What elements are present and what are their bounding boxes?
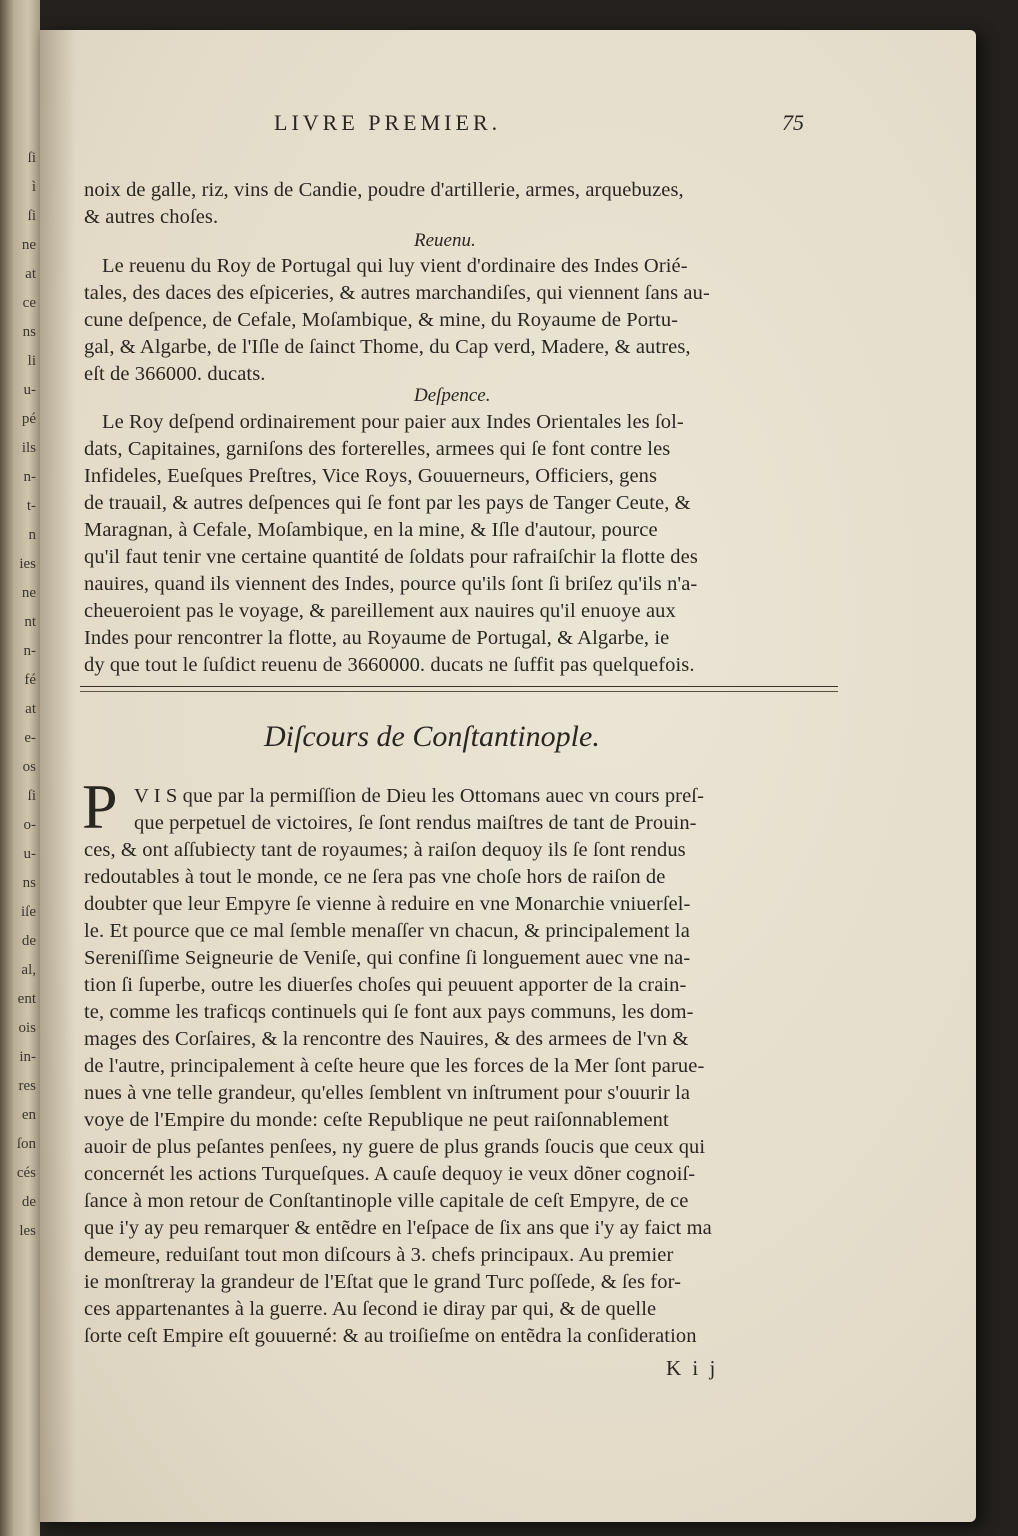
- adjacent-page-fragment: pé: [21, 411, 36, 427]
- text-line: mages des Corſaires, & la rencontre des Nauires, & des armees de l'vn &: [84, 1028, 689, 1050]
- page-header: [84, 110, 836, 140]
- text-line: eſt de 366000. ducats.: [84, 363, 266, 385]
- adjacent-page-fragment: ils: [21, 440, 36, 456]
- text-line: noix de galle, riz, vins de Candie, poudre d'artillerie, armes, arquebuzes,: [84, 179, 684, 201]
- adjacent-page-fragment: cés: [16, 1165, 36, 1181]
- adjacent-page-fragment: nt: [24, 614, 36, 630]
- adjacent-page-fragment: u-: [23, 846, 36, 862]
- adjacent-page-fragment: in-: [19, 1049, 36, 1065]
- adjacent-page-fragment: t-: [26, 498, 36, 514]
- text-line: cune deſpence, de Cefale, Moſambique, & mine, du Royaume de Portu-: [84, 309, 679, 331]
- adjacent-page-fragment: iſe: [21, 904, 36, 920]
- adjacent-page-fragment: n-: [23, 643, 36, 659]
- text-line: tion ſi ſuperbe, outre les diuerſes choſes qui peuuent apporter de la crain-: [84, 974, 687, 996]
- text-line: que i'y ay peu remarquer & entẽdre en l'eſpace de ſix ans que i'y ay faict ma: [84, 1217, 712, 1239]
- text-line: auoir de plus peſantes penſees, ny guere de plus grands ſoucis que ceux qui: [84, 1136, 706, 1158]
- text-line: de trauail, & autres deſpences qui ſe font par les pays de Tanger Ceute, &: [84, 492, 691, 514]
- adjacent-page-fragment: at: [25, 266, 36, 282]
- text-line: V I S que par la permiſſion de Dieu les Ottomans auec vn cours preſ-: [134, 785, 705, 807]
- section-divider: [80, 686, 838, 687]
- text-line: qu'il faut tenir vne certaine quantité de ſoldats pour rafraiſchir la flotte des: [84, 546, 698, 568]
- text-line: Maragnan, à Cefale, Moſambique, en la mine, & Iſle d'autour, pource: [84, 519, 658, 541]
- text-line: le. Et pource que ce mal ſemble menaſſer vn chacun, & principalement la: [84, 920, 690, 942]
- adjacent-page-edge: [0, 0, 40, 1536]
- text-line: demeure, reduiſant tout mon diſcours à 3. chefs principaux. Au premier: [84, 1244, 674, 1266]
- text-line: gal, & Algarbe, de l'Iſle de ſainct Thome, du Cap verd, Madere, & autres,: [84, 336, 691, 358]
- adjacent-page-fragment: ce: [22, 295, 36, 311]
- text-line: ſance à mon retour de Conſtantinople ville capitale de ceſt Empyre, de ce: [84, 1190, 689, 1212]
- adjacent-page-fragment: de: [21, 933, 36, 949]
- running-head: LIVRE PREMIER.: [274, 110, 502, 135]
- adjacent-page-fragment: ì: [31, 179, 36, 195]
- book-page: [40, 30, 976, 1522]
- text-line: dy que tout le ſuſdict reuenu de 3660000. ducats ne ſuffit pas quelquefois.: [84, 654, 695, 676]
- page-gutter-shadow: [40, 30, 76, 1522]
- adjacent-page-fragment: al,: [21, 962, 36, 978]
- adjacent-page-fragment: o-: [23, 817, 36, 833]
- section-title: Diſcours de Conſtantinople.: [264, 720, 600, 753]
- adjacent-page-fragment: ſon: [16, 1136, 36, 1152]
- text-line: te, comme les traficqs continuels qui ſe font aux pays communs, les dom-: [84, 1001, 694, 1023]
- text-line: concernét les actions Turqueſques. A cauſe dequoy ie veux dõner cognoiſ-: [84, 1163, 696, 1185]
- text-line: redoutables à tout le monde, ce ne ſera pas vne choſe hors de raiſon de: [84, 866, 666, 888]
- revenue-heading: Reuenu.: [414, 230, 476, 251]
- adjacent-page-fragment: ns: [22, 875, 36, 891]
- text-line: ces appartenantes à la guerre. Au ſecond ie diray par qui, & de quelle: [84, 1298, 657, 1320]
- text-line: que perpetuel de victoires, ſe ſont rendus maiſtres de tant de Prouin-: [134, 812, 697, 834]
- text-line: tales, des daces des eſpiceries, & autres marchandiſes, qui viennent ſans au-: [84, 282, 710, 304]
- text-line: Sereniſſime Seigneurie de Veniſe, qui confine ſi longuement auec vne na-: [84, 947, 691, 969]
- adjacent-page-fragment: en: [21, 1107, 36, 1123]
- adjacent-page-fragment: ne: [21, 237, 36, 253]
- text-line: Infideles, Eueſques Preſtres, Vice Roys, Gouuerneurs, Officiers, gens: [84, 465, 658, 487]
- text-line: ſorte ceſt Empire eſt gouuerné: & au troiſieſme on entẽdra la conſideration: [84, 1325, 697, 1347]
- adjacent-page-fragment: n: [28, 527, 36, 543]
- text-line: ces, & ont aſſubiecty tant de royaumes; à raiſon dequoy ils ſe ſont rendus: [84, 839, 686, 861]
- adjacent-page-fragment: ne: [21, 585, 36, 601]
- text-line: Le reuenu du Roy de Portugal qui luy vient d'ordinaire des Indes Orié-: [102, 255, 688, 277]
- adjacent-page-fragment: ns: [22, 324, 36, 340]
- page-number: 75: [782, 110, 804, 135]
- adjacent-page-fragment: os: [22, 759, 36, 775]
- adjacent-page-fragment: res: [18, 1078, 36, 1094]
- adjacent-page-fragment: ſi: [27, 150, 36, 166]
- text-line: nues à vne telle grandeur, qu'elles ſemblent vn inſtrument pour s'ouurir la: [84, 1082, 691, 1104]
- adjacent-page-fragment: de: [21, 1194, 36, 1210]
- adjacent-page-fragment: at: [25, 701, 36, 717]
- adjacent-page-fragment: n-: [23, 469, 36, 485]
- text-line: Le Roy deſpend ordinairement pour paier aux Indes Orientales les ſol-: [102, 411, 684, 433]
- text-line: de l'autre, principalement à ceſte heure que les forces de la Mer ſont parue-: [84, 1055, 705, 1077]
- adjacent-page-fragment: u-: [23, 382, 36, 398]
- text-line: & autres choſes.: [84, 206, 219, 228]
- text-line: dats, Capitaines, garniſons des forterelles, armees qui ſe font contre les: [84, 438, 671, 460]
- adjacent-page-fragment: fé: [24, 672, 36, 688]
- adjacent-page-fragment: e-: [24, 730, 36, 746]
- signature-mark: K i j: [666, 1356, 719, 1380]
- expense-heading: Deſpence.: [414, 385, 491, 406]
- text-line: nauires, quand ils viennent des Indes, pource qu'ils ſont ſi briſez qu'ils n'a-: [84, 573, 698, 595]
- text-line: cheueroient pas le voyage, & pareillement aux nauires qu'il enuoye aux: [84, 600, 676, 622]
- adjacent-page-fragment: les: [19, 1223, 36, 1239]
- text-line: voye de l'Empire du monde: ceſte Republique ne peut raiſonnablement: [84, 1109, 669, 1131]
- adjacent-page-fragment: ſi: [27, 208, 36, 224]
- text-line: Indes pour rencontrer la flotte, au Royaume de Portugal, & Algarbe, ie: [84, 627, 670, 649]
- text-line: doubter que leur Empyre ſe vienne à reduire en vne Monarchie vniuerſel-: [84, 893, 691, 915]
- adjacent-page-fragment: li: [27, 353, 36, 369]
- adjacent-page-fragment: ies: [19, 556, 36, 572]
- adjacent-page-fragment: ent: [17, 991, 36, 1007]
- adjacent-page-fragment: ſi: [27, 788, 36, 804]
- drop-cap: P: [82, 771, 118, 842]
- section-divider-thin: [80, 691, 838, 692]
- adjacent-page-fragment: ois: [18, 1020, 36, 1036]
- text-line: ie monſtreray la grandeur de l'Eſtat que le grand Turc poſſede, & ſes for-: [84, 1271, 682, 1293]
